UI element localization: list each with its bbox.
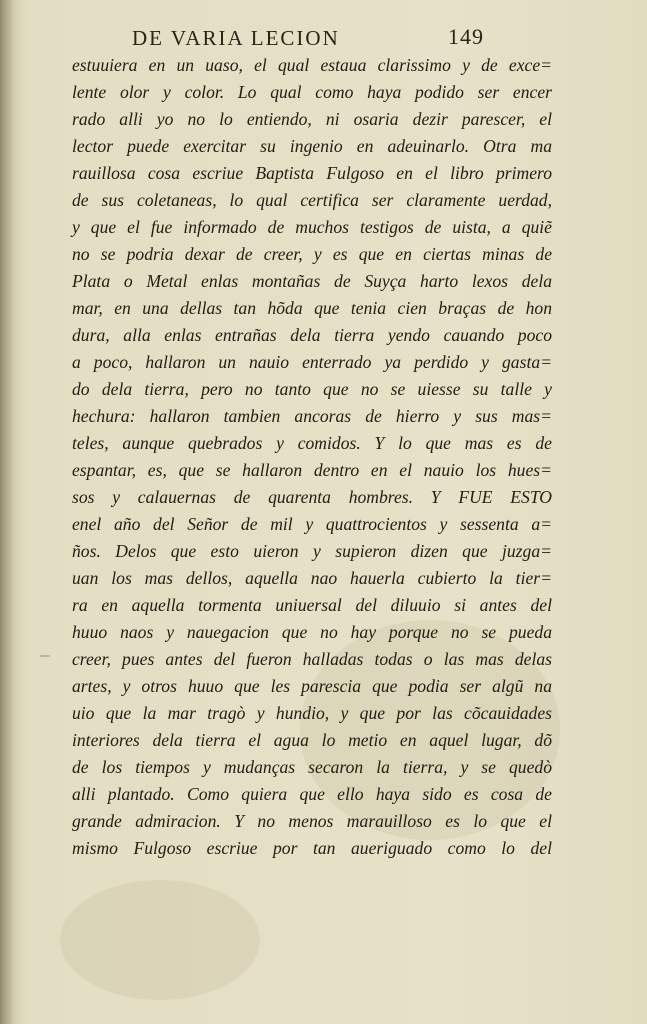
text-line: do dela tierra, pero no tanto que no se uiesse su talle y xyxy=(72,379,552,399)
text-line: Plata o Metal enlas montañas de Suyça harto lexos dela xyxy=(72,271,552,291)
text-line: alli plantado. Como quiera que ello haya sido es cosa de xyxy=(72,784,552,804)
body-text xyxy=(72,52,552,862)
text-line: a poco, hallaron un nauio enterrado ya perdido y gasta= xyxy=(72,352,552,372)
text-line: mismo Fulgoso escriue por tan aueriguado como lo del xyxy=(72,838,552,858)
text-line: grande admiracion. Y no menos marauilloso es lo que el xyxy=(72,811,552,831)
page-header xyxy=(132,24,562,54)
page-number: 149 xyxy=(448,24,484,49)
text-line: ra en aquella tormenta uniuersal del diluuio si antes del xyxy=(72,595,552,615)
text-line: creer, pues antes del fueron halladas todas o las mas delas xyxy=(72,649,552,669)
text-line: sos y calauernas de quarenta hombres. Y FUE ESTO xyxy=(72,487,552,507)
page-gutter xyxy=(0,0,14,1024)
text-line: lector puede exercitar su ingenio en adeuinarlo. Otra ma xyxy=(72,136,552,156)
text-line: uio que la mar tragò y hundio, y que por las cõcauidades xyxy=(72,703,552,723)
text-line: y que el fue informado de muchos testigos de uista, a quiẽ xyxy=(72,217,552,237)
paper-stain xyxy=(60,880,260,1000)
margin-mark xyxy=(40,655,50,657)
text-line: estuuiera en un uaso, el qual estaua clarissimo y de exce= xyxy=(72,55,552,75)
text-line: artes, y otros huuo que les parescia que podia ser algũ na xyxy=(72,676,552,696)
text-line: enel año del Señor de mil y quattrocientos y sessenta a= xyxy=(72,514,552,534)
text-line: rauillosa cosa escriue Baptista Fulgoso en el libro primero xyxy=(72,163,552,183)
running-title: DE VARIA LECION xyxy=(132,26,340,50)
text-line: interiores dela tierra el agua lo metio en aquel lugar, dõ xyxy=(72,730,552,750)
text-line: ños. Delos que esto uieron y supieron dizen que juzga= xyxy=(72,541,552,561)
text-line: mar, en una dellas tan hõda que tenia cien braças de hon xyxy=(72,298,552,318)
text-line: no se podria dexar de creer, y es que en ciertas minas de xyxy=(72,244,552,264)
text-line: uan los mas dellos, aquella nao hauerla cubierto la tier= xyxy=(72,568,552,588)
text-line: hechura: hallaron tambien ancoras de hierro y sus mas= xyxy=(72,406,552,426)
text-line: lente olor y color. Lo qual como haya podido ser encer xyxy=(72,82,552,102)
text-line: teles, aunque quebrados y comidos. Y lo que mas es de xyxy=(72,433,552,453)
text-line: de sus coletaneas, lo qual certifica ser claramente uerdad, xyxy=(72,190,552,210)
text-line: rado alli yo no lo entiendo, ni osaria dezir parescer, el xyxy=(72,109,552,129)
text-line: huuo naos y nauegacion que no hay porque no se pueda xyxy=(72,622,552,642)
text-line: dura, alla enlas entrañas dela tierra yendo cauando poco xyxy=(72,325,552,345)
text-line: espantar, es, que se hallaron dentro en el nauio los hues= xyxy=(72,460,552,480)
text-line: de los tiempos y mudanças secaron la tierra, y se quedò xyxy=(72,757,552,777)
